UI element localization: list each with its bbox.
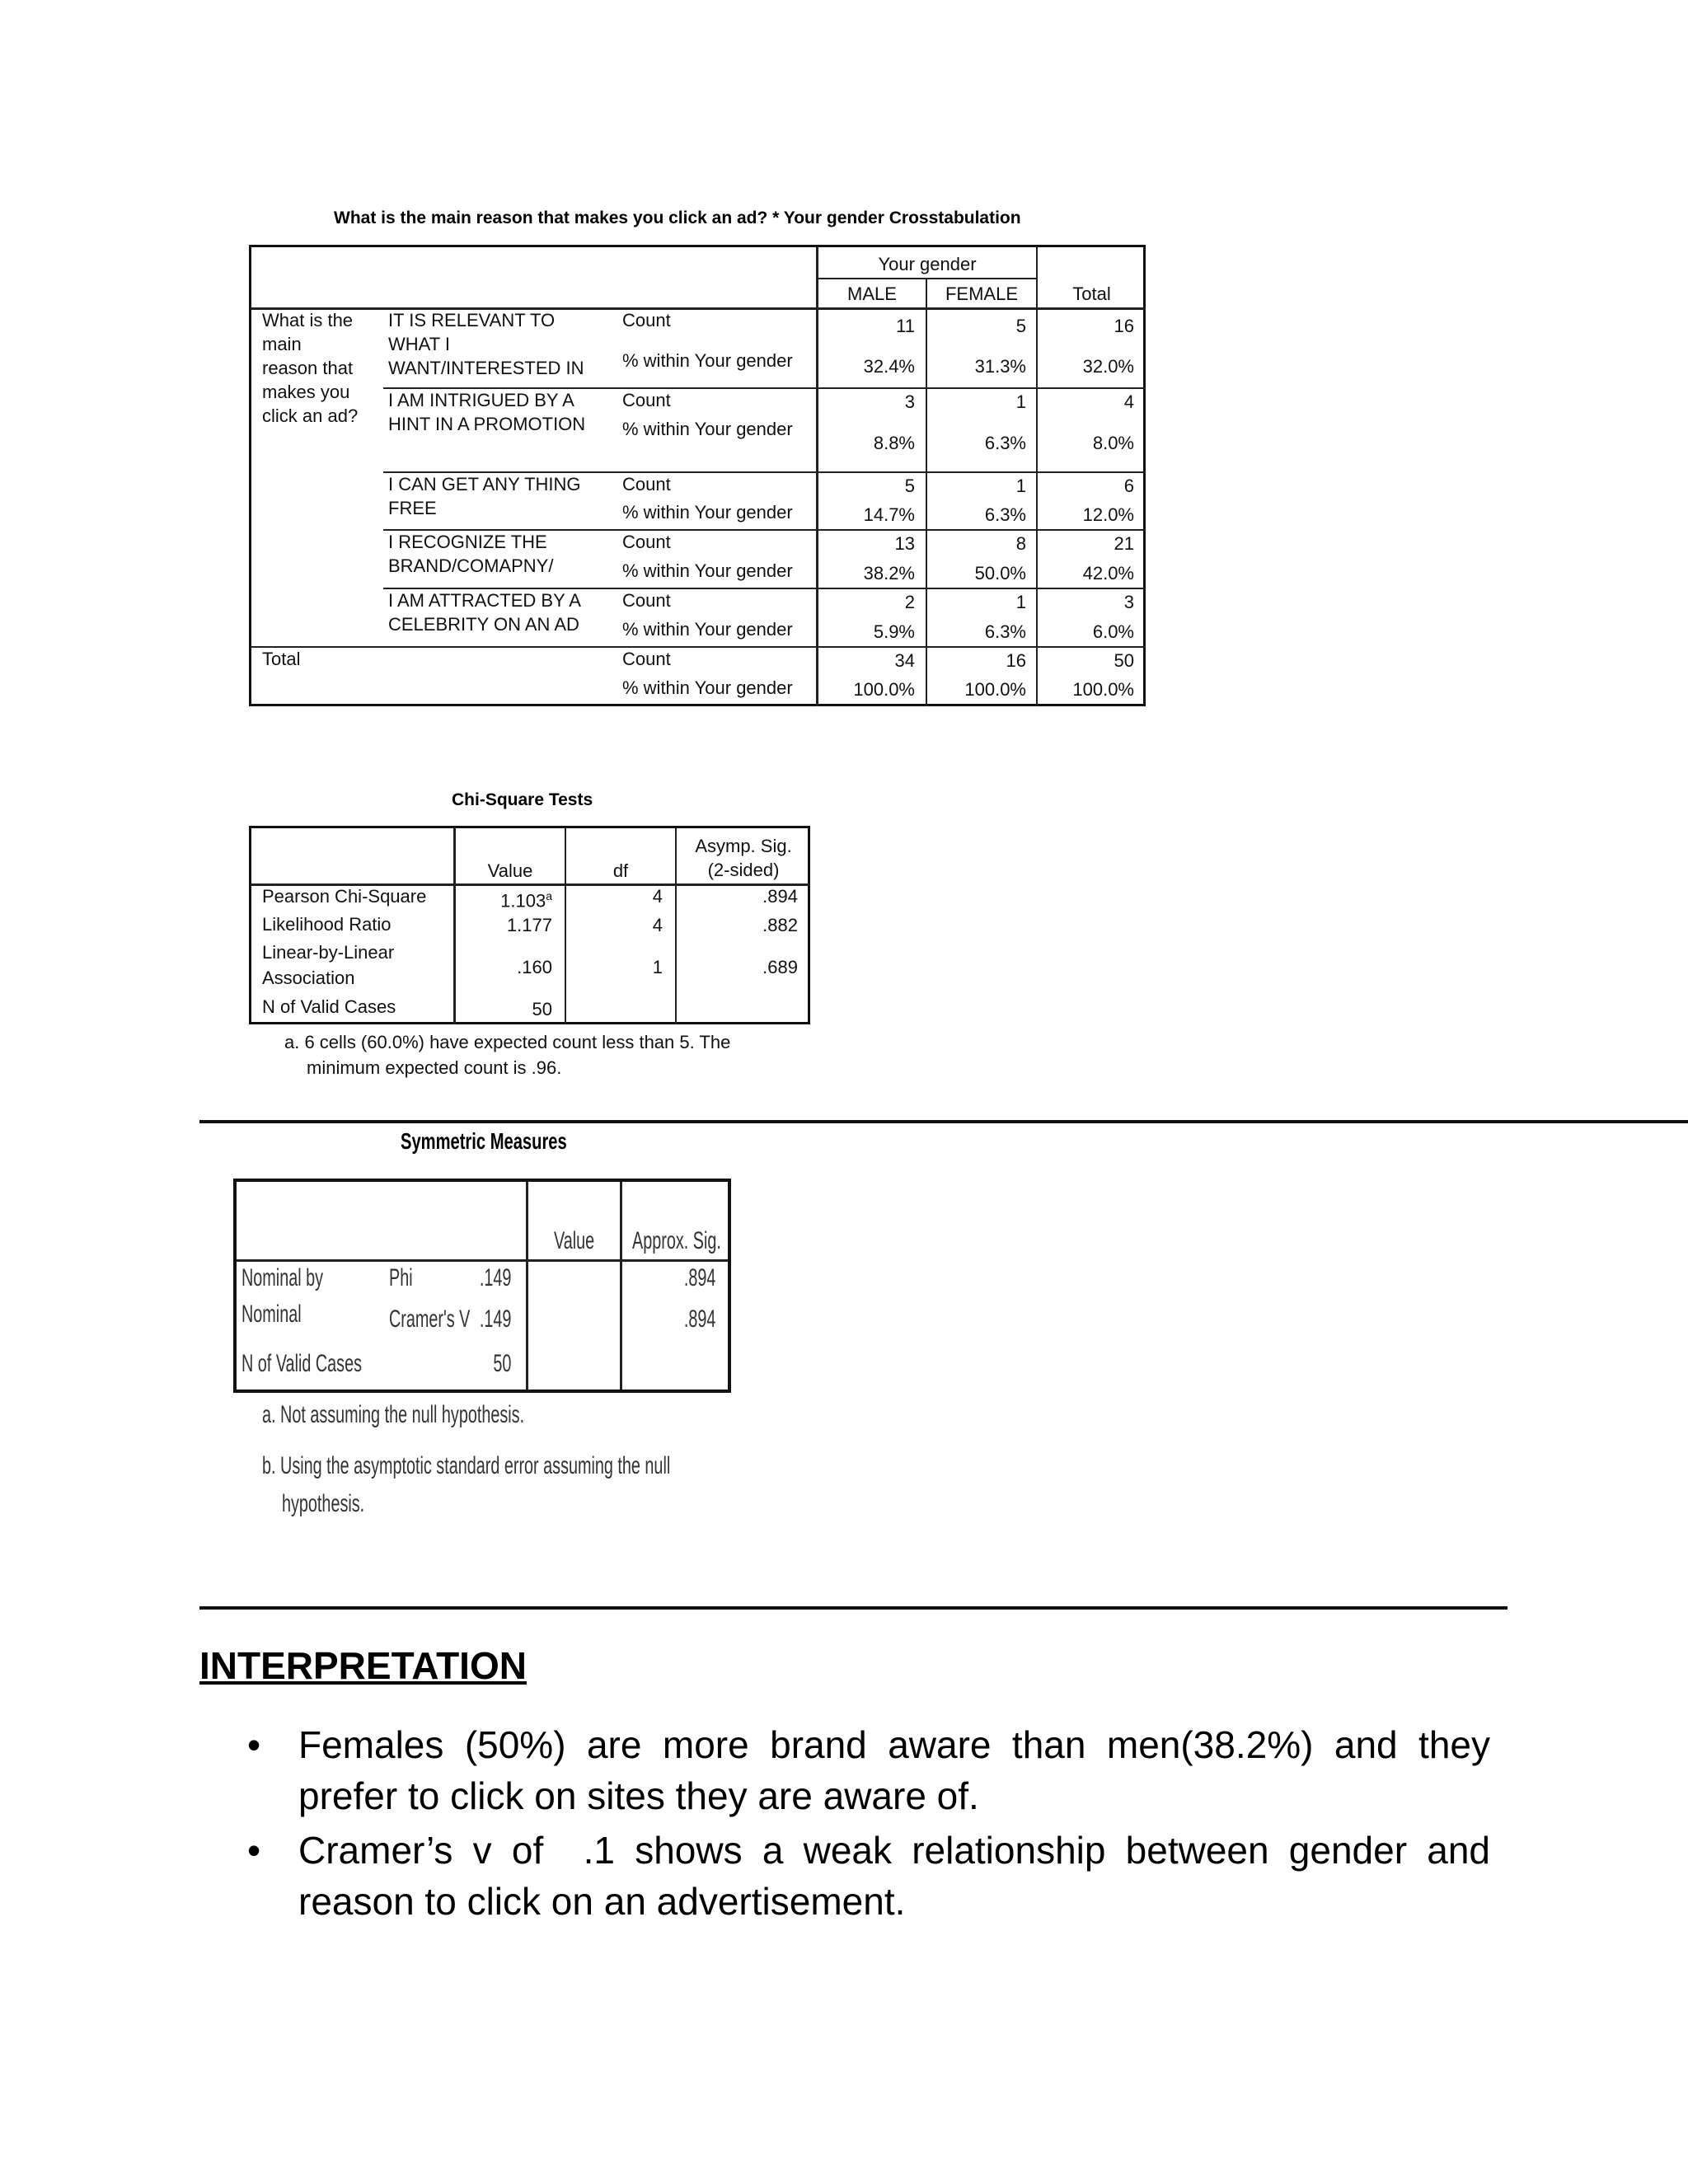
divider <box>816 278 1038 279</box>
row-label: WHAT I <box>388 334 450 354</box>
row-label: HINT IN A PROMOTION <box>388 414 586 434</box>
symmetric-row-group: Nominal <box>241 1301 302 1328</box>
chisq-row-label: Likelihood Ratio <box>262 914 392 935</box>
cell: 50 <box>1114 650 1134 671</box>
row-label: I CAN GET ANY THING <box>388 474 581 494</box>
divider <box>1036 247 1038 706</box>
chisq-title: Chi-Square Tests <box>452 790 593 809</box>
list-item-text: Females (50%) are more brand aware than men(38.2%) and they prefer to click on sites they are aware of. <box>298 1723 1490 1817</box>
cell: 50.0% <box>974 563 1026 583</box>
pct-label: % within Your gender <box>622 502 793 523</box>
chisq-df: 1 <box>652 957 663 977</box>
divider <box>453 828 456 1024</box>
cell: 5 <box>904 476 915 496</box>
cell: 100.0% <box>1072 679 1134 700</box>
count-label: Count <box>622 590 671 611</box>
cell: 5.9% <box>873 621 915 642</box>
total-label: Total <box>262 649 301 669</box>
count-label: Count <box>622 310 671 330</box>
list-item <box>247 1719 1490 1821</box>
pct-label: % within Your gender <box>622 350 793 371</box>
symmetric-sig: .894 <box>683 1305 715 1333</box>
divider <box>675 828 677 1024</box>
symmetric-sig: .894 <box>683 1264 715 1291</box>
symmetric-title: Symmetric Measures <box>401 1128 567 1154</box>
chisq-row-label: Pearson Chi-Square <box>262 886 427 907</box>
symmetric-row-label: N of Valid Cases <box>241 1350 363 1377</box>
chisq-sig: .882 <box>762 915 798 935</box>
cell: 32.0% <box>1082 356 1134 377</box>
cell: 34 <box>894 650 915 671</box>
chisq-row-label: Linear-by-Linear <box>262 942 395 963</box>
symmetric-row-group: Nominal by <box>241 1264 324 1291</box>
divider <box>251 307 1146 310</box>
chisq-value: 50 <box>532 999 552 1019</box>
symmetric-row-label: Cramer's V <box>389 1305 471 1333</box>
row-label: WANT/INTERESTED IN <box>388 358 584 378</box>
horizontal-rule <box>199 1120 1688 1123</box>
cell: 13 <box>894 533 915 554</box>
divider <box>526 1182 528 1390</box>
divider <box>620 1182 622 1390</box>
chisq-df: 4 <box>652 886 663 907</box>
cell: 14.7% <box>863 504 915 525</box>
chisq-row-label: Association <box>262 968 355 988</box>
cell: 8.8% <box>873 433 915 453</box>
row-label: FREE <box>388 498 437 518</box>
interpretation-list <box>247 1719 1501 1930</box>
cell: 6 <box>1123 476 1134 496</box>
symmetric-value: .149 <box>479 1305 511 1333</box>
symmetric-table <box>233 1179 731 1393</box>
chisq-value: 1.177 <box>506 915 552 935</box>
row-label: I AM INTRIGUED BY A <box>388 390 574 410</box>
chisq-df: 4 <box>652 915 663 935</box>
cell: 8.0% <box>1092 433 1134 453</box>
row-question: click an ad? <box>262 405 359 426</box>
cell: 3 <box>904 391 915 412</box>
cell: 6.3% <box>984 504 1026 525</box>
symmetric-value: .149 <box>479 1264 511 1291</box>
cell: 38.2% <box>863 563 915 583</box>
chisq-value-text: 1.103 <box>500 890 546 912</box>
row-label: BRAND/COMAPNY/ <box>388 555 554 576</box>
count-label: Count <box>622 390 671 410</box>
divider <box>237 1259 728 1262</box>
list-item <box>247 1825 1501 1927</box>
pct-label: % within Your gender <box>622 619 793 640</box>
chisq-value-header: Value <box>487 860 533 881</box>
horizontal-rule <box>199 1606 1507 1610</box>
row-label: IT IS RELEVANT TO <box>388 310 556 330</box>
cell: 11 <box>896 316 915 336</box>
col-total-header: Total <box>1072 284 1111 304</box>
cell: 16 <box>1114 316 1134 336</box>
chisq-sig-header: (2-sided) <box>707 860 780 880</box>
divider <box>816 247 818 706</box>
chisq-table <box>249 826 810 1024</box>
pct-label: % within Your gender <box>622 560 793 581</box>
chisq-value: .160 <box>517 957 552 977</box>
crosstab-title: What is the main reason that makes you click an ad? * Your gender Crosstabulation <box>334 209 1021 227</box>
cell: 42.0% <box>1082 563 1134 583</box>
col-female-header: FEMALE <box>945 284 1019 304</box>
cell: 3 <box>1123 592 1134 612</box>
cell: 1 <box>1015 476 1026 496</box>
cell: 6.3% <box>984 433 1026 453</box>
cell: 21 <box>1114 533 1134 554</box>
note-line: hypothesis. <box>282 1490 365 1517</box>
footnote-mark: a <box>546 889 552 902</box>
count-label: Count <box>622 532 671 552</box>
cell: 100.0% <box>853 679 915 700</box>
chisq-sig: .689 <box>762 957 798 977</box>
divider <box>565 828 566 1024</box>
chisq-footnote <box>284 1029 730 1080</box>
symmetric-value-header: Value <box>554 1227 595 1254</box>
cell: 4 <box>1123 391 1134 412</box>
chisq-sig: .894 <box>762 886 798 907</box>
count-label: Count <box>622 474 671 494</box>
note-line: b. Using the asymptotic standard error assuming the null <box>262 1452 671 1479</box>
interpretation-heading: INTERPRETATION <box>199 1644 527 1687</box>
row-question: makes you <box>262 382 350 402</box>
bullet-icon: • <box>247 1829 261 1872</box>
cell: 32.4% <box>863 356 915 377</box>
cell: 8 <box>1015 533 1026 554</box>
cell: 2 <box>904 592 915 612</box>
cell: 100.0% <box>964 679 1026 700</box>
cell: 5 <box>1015 316 1026 336</box>
symmetric-sig-header: Approx. Sig. <box>632 1227 721 1254</box>
row-label: CELEBRITY ON AN AD <box>388 614 579 635</box>
row-question: reason that <box>262 358 354 378</box>
count-label: Count <box>622 649 671 669</box>
cell: 12.0% <box>1082 504 1134 525</box>
row-question: main <box>262 334 302 354</box>
symmetric-row-label: Phi <box>389 1264 413 1291</box>
bullet-icon: • <box>247 1723 261 1766</box>
footnote-line: minimum expected count is .96. <box>307 1057 562 1078</box>
chisq-df-header: df <box>612 860 629 881</box>
cell: 16 <box>1006 650 1026 671</box>
footnote-line: a. 6 cells (60.0%) have expected count less than 5. The <box>284 1032 731 1052</box>
row-question: What is the <box>262 310 354 330</box>
list-item-text: Cramer’s v of .1 shows a weak relationship between gender and reason to click on an advertisement. <box>298 1829 1501 1923</box>
row-label: I RECOGNIZE THE <box>388 532 547 552</box>
pct-label: % within Your gender <box>622 419 793 439</box>
cell: 6.0% <box>1092 621 1134 642</box>
divider <box>251 646 1146 648</box>
cell: 6.3% <box>984 621 1026 642</box>
divider <box>926 278 927 706</box>
chisq-row-label: N of Valid Cases <box>262 996 396 1017</box>
cell: 1 <box>1015 391 1026 412</box>
chisq-value <box>457 885 552 912</box>
col-male-header: MALE <box>847 284 897 304</box>
symmetric-value: 50 <box>492 1350 511 1377</box>
pct-label: % within Your gender <box>622 677 793 698</box>
chisq-sig-header: Asymp. Sig. <box>695 836 792 856</box>
cell: 31.3% <box>974 356 1026 377</box>
note-line: a. Not assuming the null hypothesis. <box>262 1401 525 1428</box>
row-label: I AM ATTRACTED BY A <box>388 590 581 611</box>
crosstab-table <box>249 245 1146 706</box>
col-group-header: Your gender <box>878 254 977 274</box>
cell: 1 <box>1015 592 1026 612</box>
